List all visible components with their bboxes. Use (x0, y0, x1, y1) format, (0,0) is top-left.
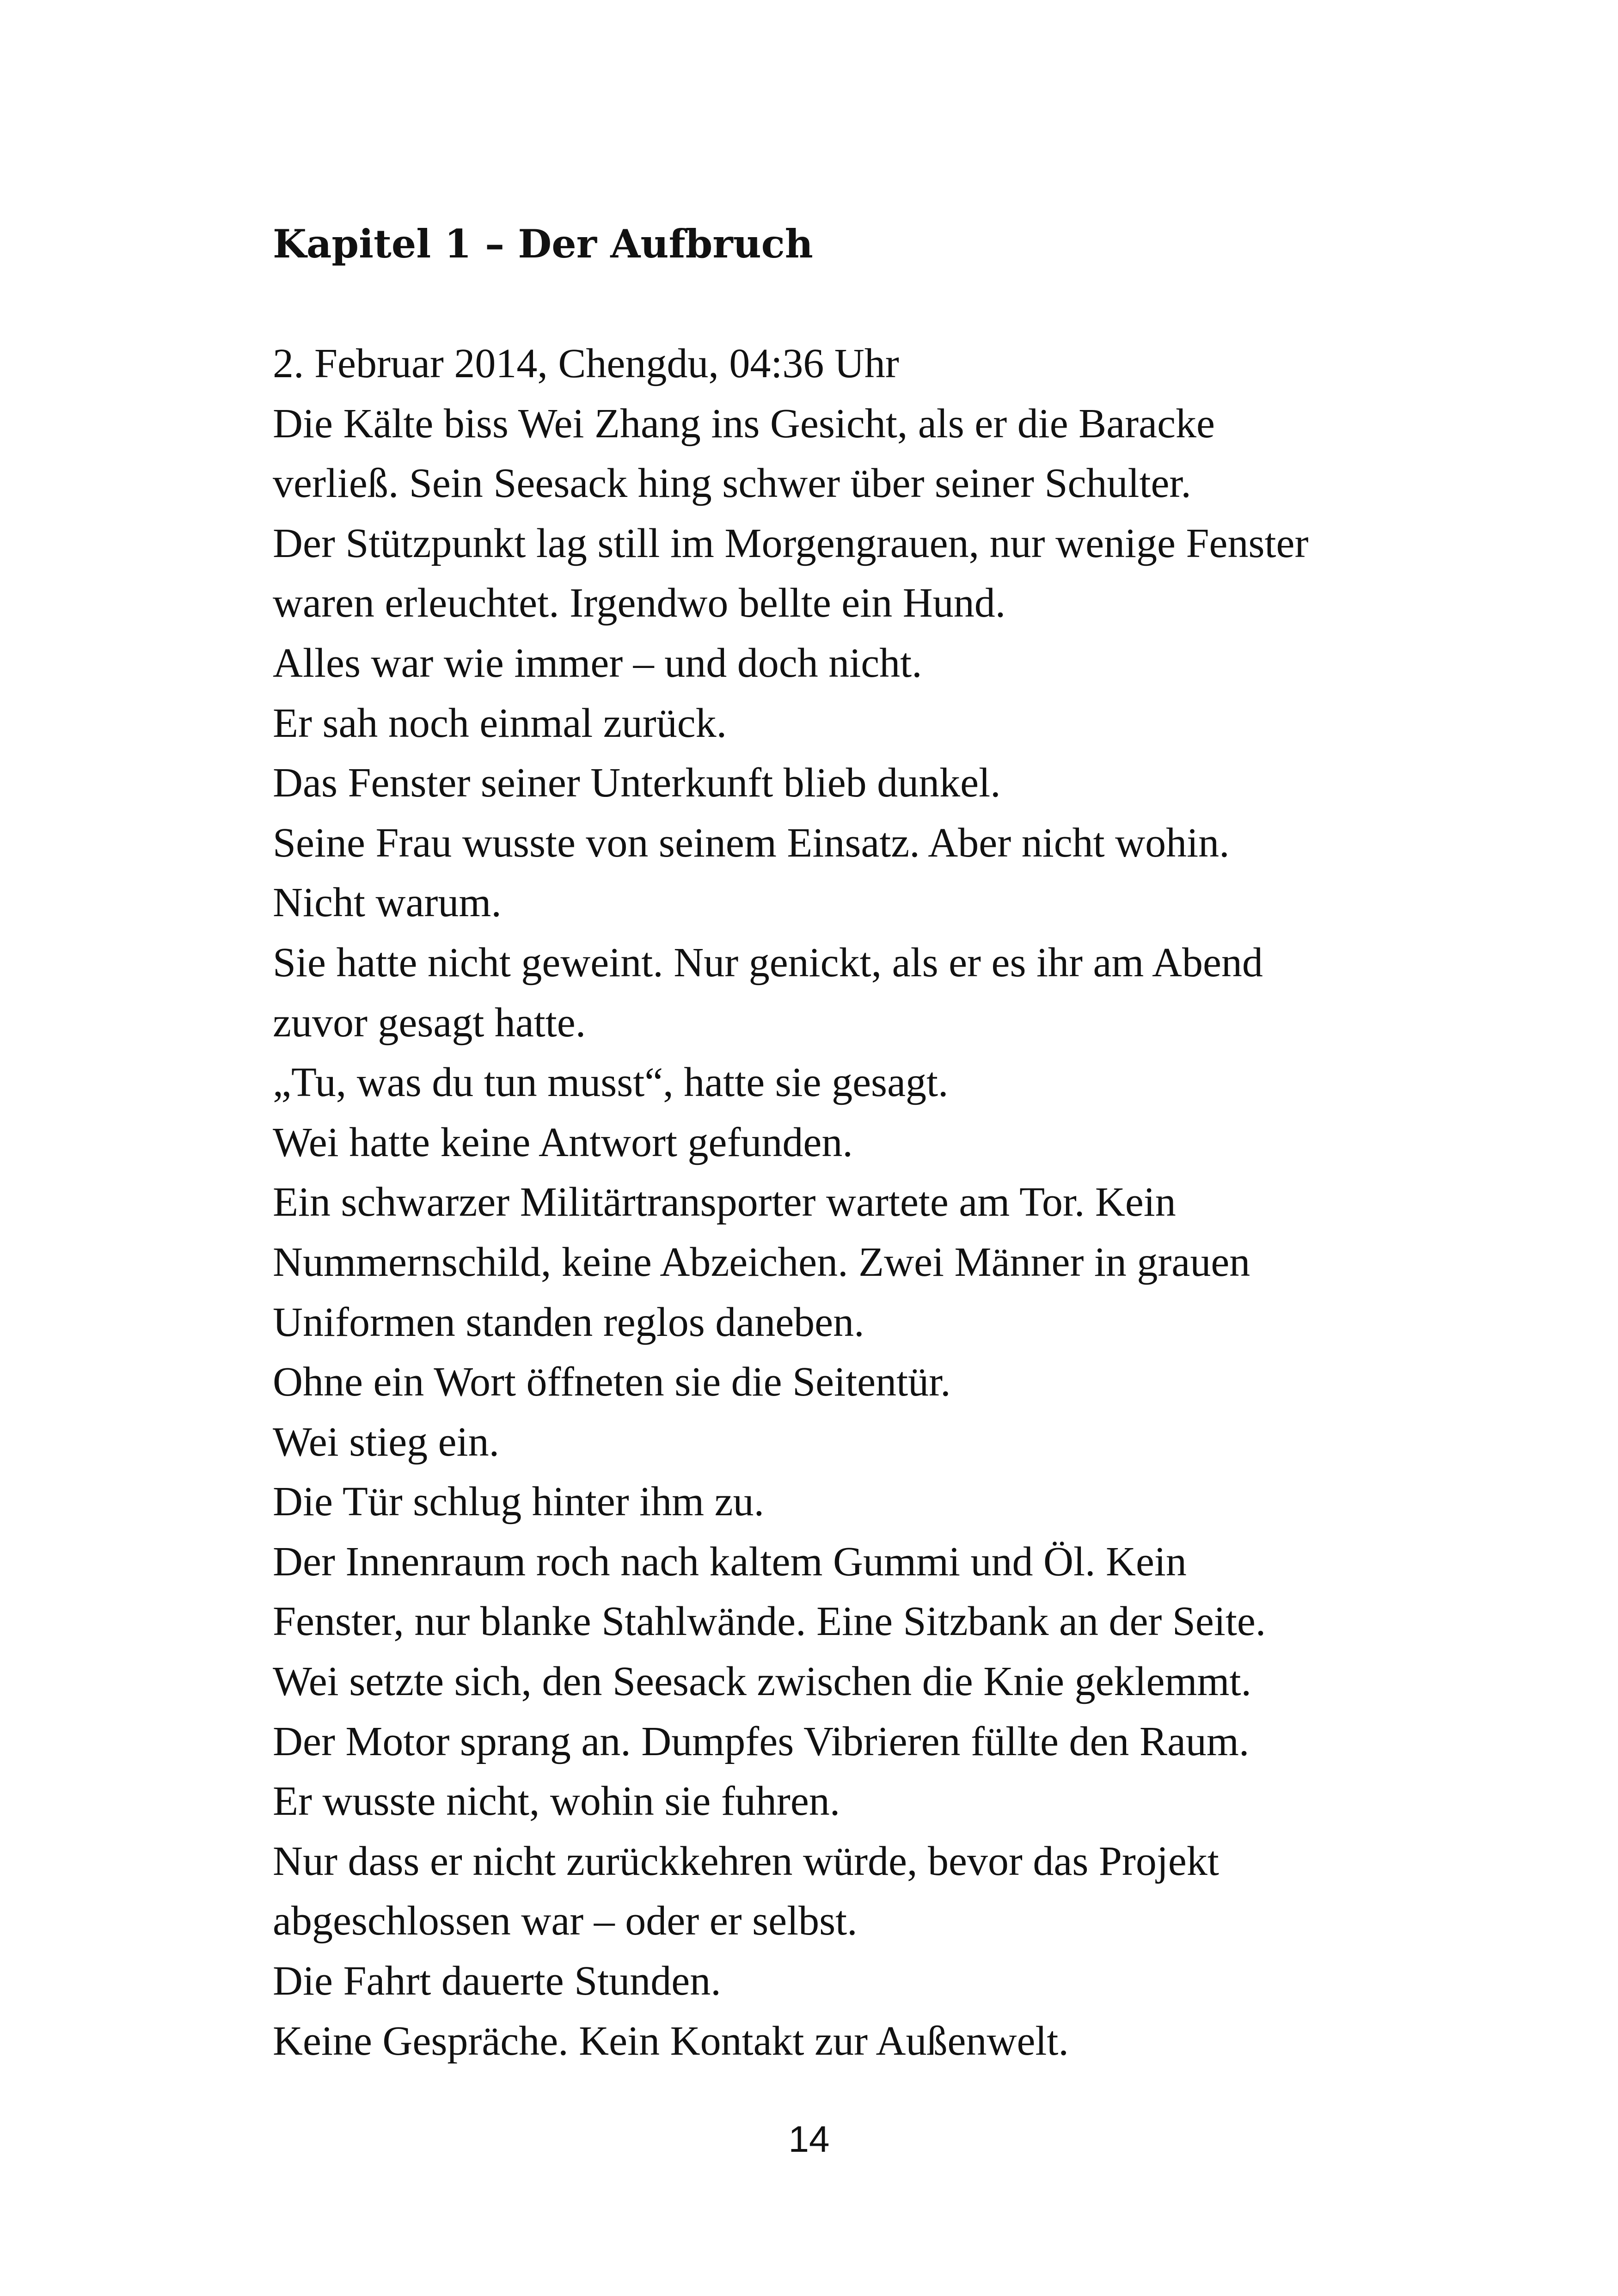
paragraph (217, 334, 1401, 394)
paragraph (217, 693, 1401, 753)
text-line: Der Motor sprang an. Dumpfes Vibrieren füllte den Raum. (273, 1718, 1250, 1764)
paragraph (217, 1532, 1401, 1652)
text-line: Wei stieg ein. (273, 1419, 500, 1465)
paragraph (217, 394, 1401, 514)
paragraph (217, 1113, 1401, 1173)
paragraph (217, 813, 1401, 933)
text-line: „Tu, was du tun musst“, hatte sie gesagt. (273, 1059, 949, 1106)
text-line: Fenster, nur blanke Stahlwände. Eine Sitzbank an der Seite. (273, 1598, 1266, 1645)
paragraph (217, 2011, 1401, 2071)
paragraph (217, 633, 1401, 693)
paragraph (217, 1472, 1401, 1532)
text-line: Alles war wie immer – und doch nicht. (273, 640, 922, 686)
paragraph (217, 1652, 1401, 1712)
paragraph (217, 1172, 1401, 1352)
text-line: Die Kälte biss Wei Zhang ins Gesicht, als er die Baracke (273, 400, 1215, 447)
text-line: Er wusste nicht, wohin sie fuhren. (273, 1778, 840, 1825)
text-line: Nummernschild, keine Abzeichen. Zwei Männer in grauen (273, 1239, 1250, 1285)
text-line: Seine Frau wusste von seinem Einsatz. Aber nicht wohin. (273, 820, 1230, 866)
paragraph (217, 1771, 1401, 1831)
paragraph (217, 1053, 1401, 1113)
text-line: Wei setzte sich, den Seesack zwischen die Knie geklemmt. (273, 1659, 1252, 1705)
text-line: Das Fenster seiner Unterkunft blieb dunkel. (273, 760, 1001, 806)
text-line: Der Stützpunkt lag still im Morgengrauen, nur wenige Fenster (273, 520, 1309, 566)
text-line: Keine Gespräche. Kein Kontakt zur Außenwelt. (273, 2018, 1069, 2064)
text-line: Sie hatte nicht geweint. Nur genickt, als er es ihr am Abend (273, 939, 1263, 986)
text-line: Ein schwarzer Militärtransporter wartete am Tor. Kein (273, 1179, 1176, 1225)
paragraph (217, 514, 1401, 633)
paragraph (217, 753, 1401, 813)
paragraph (217, 1951, 1401, 2011)
chapter-title: Kapitel 1 – Der Aufbruch (273, 221, 813, 267)
text-line: Nur dass er nicht zurückkehren würde, bevor das Projekt (273, 1838, 1219, 1884)
text-line: abgeschlossen war – oder er selbst. (273, 1898, 858, 1944)
text-line: verließ. Sein Seesack hing schwer über seiner Schulter. (273, 460, 1191, 507)
paragraph (217, 1712, 1401, 1772)
text-line: Der Innenraum roch nach kaltem Gummi und Öl. Kein (273, 1538, 1187, 1585)
text-line: 2. Februar 2014, Chengdu, 04:36 Uhr (273, 341, 899, 386)
text-line: Er sah noch einmal zurück. (273, 700, 727, 746)
text-line: waren erleuchtet. Irgendwo bellte ein Hund. (273, 580, 1006, 626)
text-line: Die Fahrt dauerte Stunden. (273, 1958, 721, 2004)
paragraph (217, 1352, 1401, 1412)
page-number: 14 (788, 2118, 830, 2160)
text-line: Ohne ein Wort öffneten sie die Seitentür. (273, 1359, 951, 1405)
paragraph (217, 1831, 1401, 1951)
text-line: Die Tür schlug hinter ihm zu. (273, 1479, 765, 1525)
paragraph (217, 1412, 1401, 1472)
text-line: zuvor gesagt hatte. (273, 999, 586, 1046)
text-line: Wei hatte keine Antwort gefunden. (273, 1119, 853, 1165)
text-line: Uniformen standen reglos daneben. (273, 1299, 864, 1345)
chapter-body (217, 334, 1401, 2071)
text-line: Nicht warum. (273, 880, 502, 926)
paragraph (217, 933, 1401, 1053)
